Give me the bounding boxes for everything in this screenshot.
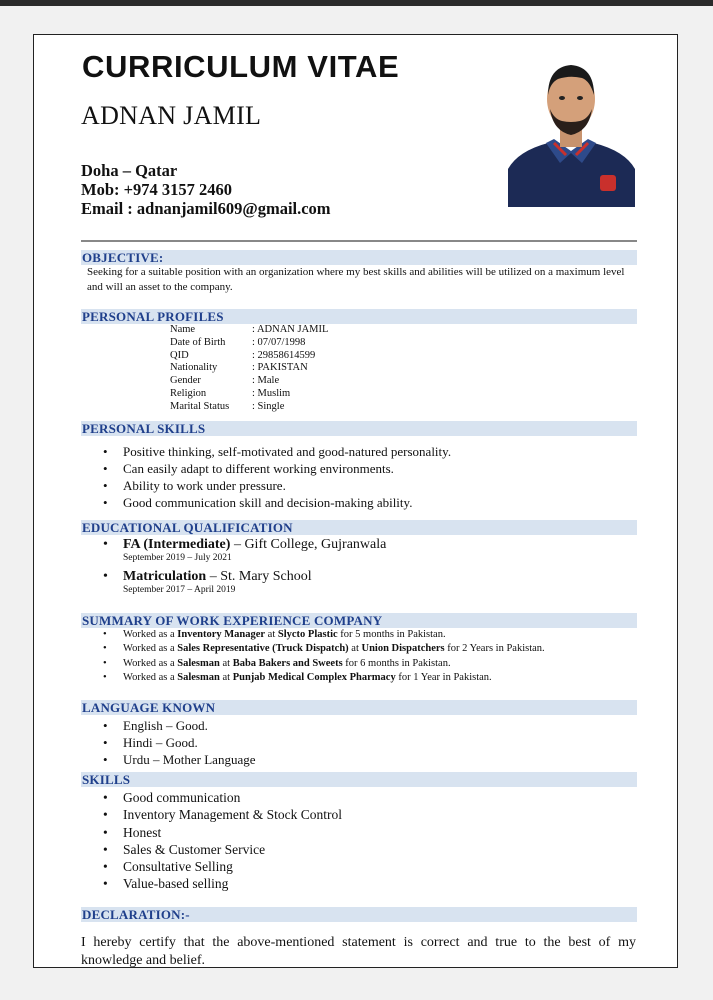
- education-dates: September 2017 – April 2019: [123, 585, 236, 595]
- profile-value: : 07/07/1998: [252, 336, 306, 348]
- profile-label: QID: [170, 349, 189, 361]
- list-item: [81, 628, 545, 642]
- work-experience-list: [81, 628, 545, 685]
- declaration-text: I hereby certify that the above-mentioned statement is correct and true to the best of my knowledge and belief.: [81, 935, 636, 968]
- skill-text: Can easily adapt to different working environments.: [123, 461, 394, 476]
- section-declaration-heading: DECLARATION:-: [81, 907, 637, 922]
- work-text: for 5 months in Pakistan.: [337, 629, 446, 640]
- profile-value: : ADNAN JAMIL: [252, 324, 329, 335]
- job-role: Sales Representative (Truck Dispatch): [177, 643, 349, 655]
- list-item: [81, 789, 342, 806]
- work-text: for 2 Years in Pakistan.: [444, 643, 545, 655]
- header-divider: [81, 240, 637, 242]
- contact-location: Doha – Qatar: [81, 161, 178, 180]
- section-personal-skills-heading: PERSONAL SKILLS: [81, 421, 637, 436]
- skill-text: Consultative Selling: [123, 859, 233, 875]
- section-skills-heading: SKILLS: [81, 772, 637, 787]
- list-item: [81, 536, 386, 564]
- education-dates: September 2019 – July 2021: [123, 553, 232, 563]
- job-role: Salesman: [177, 657, 220, 669]
- list-item: [81, 824, 342, 841]
- list-item: [81, 460, 451, 477]
- candidate-name: ADNAN JAMIL: [81, 101, 262, 130]
- profile-label: Religion: [170, 387, 207, 399]
- profile-row: [170, 375, 328, 388]
- top-bar: [0, 0, 713, 6]
- education-list: [81, 536, 386, 596]
- skill-text: Good communication skill and decision-making ability.: [123, 495, 413, 510]
- profile-row: [170, 401, 328, 414]
- work-text: Worked as a: [123, 657, 178, 669]
- language-text: English – Good.: [123, 718, 208, 733]
- bullet-icon: •: [103, 735, 108, 750]
- profile-label: Gender: [170, 375, 201, 387]
- degree-name: Matriculation: [123, 569, 207, 584]
- bullet-icon: •: [103, 643, 107, 655]
- profile-row: [170, 337, 328, 350]
- list-item: [81, 841, 342, 858]
- work-text: at: [348, 643, 362, 655]
- work-text: Worked as a: [123, 671, 178, 683]
- profile-value: : 29858614599: [252, 349, 316, 361]
- bullet-icon: •: [103, 859, 108, 875]
- profile-value: : PAKISTAN: [252, 362, 308, 374]
- bullet-icon: •: [103, 629, 107, 640]
- list-item: [81, 671, 545, 685]
- work-text: for 6 months in Pakistan.: [342, 657, 451, 669]
- company-name: Baba Bakers and Sweets: [232, 657, 343, 669]
- profile-label: Marital Status: [170, 400, 230, 412]
- degree-name: FA (Intermediate): [123, 537, 231, 552]
- list-item: [81, 568, 386, 596]
- work-text: Worked as a: [123, 629, 178, 640]
- profile-row: [170, 324, 328, 337]
- profile-label: Date of Birth: [170, 336, 226, 348]
- language-text: Urdu – Mother Language: [123, 752, 256, 767]
- bullet-icon: •: [103, 752, 108, 767]
- bullet-icon: •: [103, 876, 108, 892]
- section-work-heading: SUMMARY OF WORK EXPERIENCE COMPANY: [81, 613, 637, 628]
- work-text: at: [265, 629, 278, 640]
- skill-text: Ability to work under pressure.: [123, 478, 286, 493]
- bullet-icon: •: [103, 807, 108, 823]
- list-item: [81, 751, 256, 768]
- company-name: Union Dispatchers: [361, 643, 445, 655]
- list-item: [81, 806, 342, 823]
- languages-list: [81, 717, 256, 768]
- bullet-icon: •: [103, 461, 108, 476]
- personal-profile-table: [170, 324, 328, 414]
- list-item: [81, 657, 545, 671]
- profile-value: : Male: [252, 375, 280, 387]
- job-role: Inventory Manager: [177, 629, 266, 640]
- skills-list: [81, 789, 342, 893]
- list-item: [81, 477, 451, 494]
- objective-text: Seeking for a suitable position with an organization where my best skills and abilities will be utilized on a maximum level and will an asset to the company.: [87, 266, 625, 293]
- education-entry: [123, 536, 386, 553]
- bullet-icon: •: [103, 841, 108, 857]
- skill-text: Positive thinking, self-motivated and good-natured personality.: [123, 444, 452, 459]
- profile-value: : Single: [252, 400, 285, 412]
- cv-page: [33, 34, 678, 968]
- profile-value: : Muslim: [252, 387, 291, 399]
- list-item: [81, 443, 451, 460]
- bullet-icon: •: [103, 790, 108, 805]
- list-item: [81, 875, 342, 892]
- bullet-icon: •: [103, 495, 108, 510]
- bullet-icon: •: [103, 478, 108, 493]
- job-role: Salesman: [177, 671, 220, 683]
- skill-text: Good communication: [123, 790, 241, 805]
- list-item: [81, 734, 256, 751]
- profile-row: [170, 362, 328, 375]
- work-text: at: [219, 657, 233, 669]
- work-text: at: [219, 671, 233, 683]
- bullet-icon: •: [103, 824, 108, 840]
- skill-text: Value-based selling: [123, 876, 229, 892]
- profile-label: Name: [170, 324, 196, 335]
- section-personal-profiles-heading: PERSONAL PROFILES: [81, 309, 637, 324]
- list-item: [81, 717, 256, 734]
- section-education-heading: EDUCATIONAL QUALIFICATION: [81, 520, 637, 535]
- bullet-icon: •: [103, 444, 108, 459]
- company-name: Slycto Plastic: [277, 629, 338, 640]
- skill-text: Sales & Customer Service: [123, 841, 266, 857]
- section-languages-heading: LANGUAGE KNOWN: [81, 700, 637, 715]
- company-name: Punjab Medical Complex Pharmacy: [232, 671, 396, 683]
- profile-label: Nationality: [170, 362, 218, 374]
- profile-row: [170, 388, 328, 401]
- bullet-icon: •: [103, 718, 108, 733]
- personal-skills-list: [81, 443, 451, 511]
- profile-row: [170, 350, 328, 363]
- document-title: CURRICULUM VITAE: [82, 49, 400, 84]
- bullet-icon: •: [103, 671, 107, 683]
- profile-photo: [508, 51, 635, 207]
- work-text: Worked as a: [123, 643, 178, 655]
- bullet-icon: •: [103, 657, 107, 669]
- work-text: for 1 Year in Pakistan.: [395, 671, 492, 683]
- list-item: [81, 494, 451, 511]
- list-item: [81, 858, 342, 875]
- education-entry: [123, 568, 386, 585]
- institute-name: – Gift College, Gujranwala: [230, 537, 387, 552]
- skill-text: Inventory Management & Stock Control: [123, 807, 342, 823]
- language-text: Hindi – Good.: [123, 735, 198, 750]
- section-objective-heading: OBJECTIVE:: [81, 250, 637, 265]
- bullet-icon: •: [103, 569, 108, 584]
- contact-mobile: Mob: +974 3157 2460: [81, 180, 233, 199]
- contact-email: Email : adnanjamil609@gmail.com: [81, 199, 331, 218]
- institute-name: – St. Mary School: [206, 569, 312, 584]
- skill-text: Honest: [123, 824, 162, 840]
- bullet-icon: •: [103, 537, 108, 552]
- list-item: [81, 642, 545, 656]
